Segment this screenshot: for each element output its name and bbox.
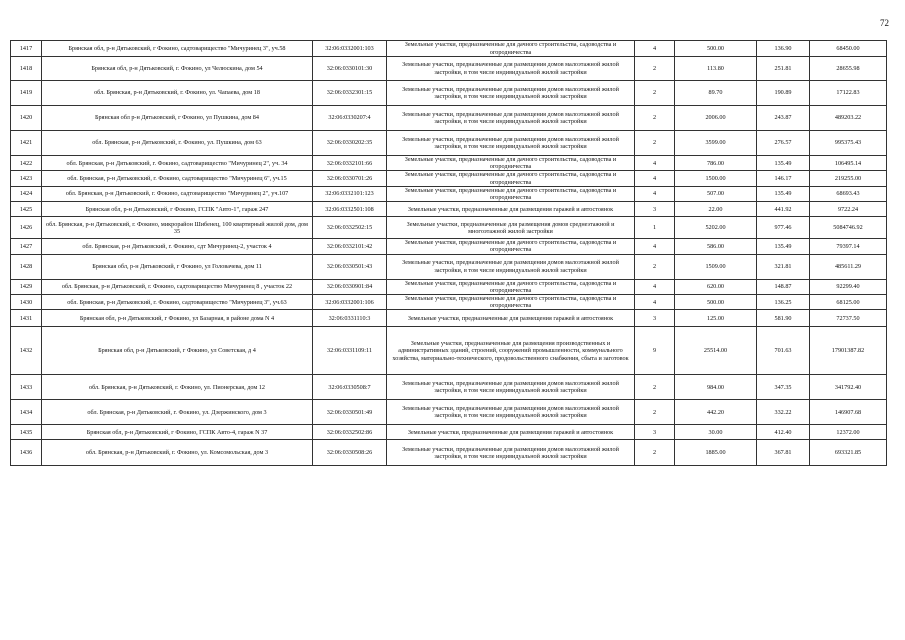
table-row	[11, 425, 887, 440]
row-number: 1433	[11, 375, 42, 400]
table-row	[11, 156, 887, 171]
land-use-category-cell: Земельные участки, предназначенные для дачного строительства, садоводства и огородничества	[387, 279, 635, 294]
specific-value-cell: 441.92	[757, 202, 810, 217]
specific-value-cell: 135.49	[757, 239, 810, 254]
table-row	[11, 400, 887, 425]
cadastral-value-cell: 485611.29	[810, 254, 887, 279]
address-cell: Брянская обл, р-н Дятьковский, г Фокино, ул Базарная, в районе дома N 4	[42, 310, 313, 327]
cadastral-value-cell: 693321.85	[810, 440, 887, 466]
row-number: 1432	[11, 327, 42, 375]
cadastral-value-cell: 5084746.92	[810, 217, 887, 239]
area-cell: 586.00	[675, 239, 757, 254]
address-cell: Брянская обл, р-н Дятьковский, г. Фокино, ул Челюскина, дом 54	[42, 57, 313, 81]
specific-value-cell: 367.81	[757, 440, 810, 466]
table-row	[11, 279, 887, 294]
address-cell: Брянская обл, р-н Дятьковский, г Фокино, ул Советская, д 4	[42, 327, 313, 375]
table-row	[11, 106, 887, 131]
row-number: 1421	[11, 131, 42, 156]
address-cell: обл. Брянская, р-н Дятьковский, г. Фокино, садтоварищество "Мичуринец 2", уч. 34	[42, 156, 313, 171]
land-use-category-cell: Земельные участки, предназначенные для дачного строительства, садоводства и огородничества	[387, 171, 635, 186]
land-use-category-cell: Земельные участки, предназначенные для размещения гаражей и автостоянок	[387, 310, 635, 327]
address-cell: обл. Брянская, р-н Дятьковский, г. Фокино, садтоварищество "Мичуринец 3", уч.63	[42, 295, 313, 310]
cadastral-value-cell: 12372.00	[810, 425, 887, 440]
cadastral-value-cell: 106495.14	[810, 156, 887, 171]
row-number: 1418	[11, 57, 42, 81]
land-use-category-cell: Земельные участки, предназначенные для дачного строительства, садоводства и огородничества	[387, 295, 635, 310]
land-use-category-cell: Земельные участки, предназначенные для размещения домов малоэтажной жилой застройки, в том числе индивидуальной жилой застройки	[387, 375, 635, 400]
table-row	[11, 131, 887, 156]
area-cell: 620.00	[675, 279, 757, 294]
land-use-category-cell: Земельные участки, предназначенные для размещения производственных и административных зданий, строений, сооружений промышленности, коммунального хозяйства, материально-технического, продовольственного снабжения, сбыта и заготовок	[387, 327, 635, 375]
group-cell: 4	[635, 239, 675, 254]
specific-value-cell: 321.81	[757, 254, 810, 279]
specific-value-cell: 135.49	[757, 156, 810, 171]
group-cell: 3	[635, 202, 675, 217]
land-use-category-cell: Земельные участки, предназначенные для размещения гаражей и автостоянок	[387, 202, 635, 217]
table-row	[11, 57, 887, 81]
address-cell: обл. Брянская, р-н Дятьковский, г. Фокино, ул. Комсомольская, дом 3	[42, 440, 313, 466]
table-row	[11, 375, 887, 400]
cadastral-value-cell: 341792.40	[810, 375, 887, 400]
cadastral-value-cell: 17901387.82	[810, 327, 887, 375]
area-cell: 125.00	[675, 310, 757, 327]
specific-value-cell: 190.89	[757, 81, 810, 106]
area-cell: 22.00	[675, 202, 757, 217]
land-use-category-cell: Земельные участки, предназначенные для размещения домов малоэтажной жилой застройки, в том числе индивидуальной жилой застройки	[387, 57, 635, 81]
area-cell: 89.70	[675, 81, 757, 106]
row-number: 1420	[11, 106, 42, 131]
address-cell: Брянская обл, р-н Дятьковский, г Фокино, садтоварищество "Мичуринец 3", уч.58	[42, 41, 313, 57]
specific-value-cell: 581.90	[757, 310, 810, 327]
land-use-category-cell: Земельные участки, предназначенные для размещения домов малоэтажной жилой застройки, в том числе индивидуальной жилой застройки	[387, 131, 635, 156]
group-cell: 2	[635, 131, 675, 156]
cadastral-value-cell: 219255.00	[810, 171, 887, 186]
land-use-category-cell: Земельные участки, предназначенные для размещения домов малоэтажной жилой застройки, в том числе индивидуальной жилой застройки	[387, 81, 635, 106]
specific-value-cell: 136.90	[757, 41, 810, 57]
address-cell: Брянская обл, р-н Дятьковский, г Фокино, ГСПК Авто-4, гараж N 37	[42, 425, 313, 440]
address-cell: обл. Брянская, р-н Дятьковский, г. Фокино, садтоварищество "Мичуринец 6", уч.15	[42, 171, 313, 186]
address-cell: Брянская обл р-н Дятьковский, г Фокино, ул Пушкина, дом 84	[42, 106, 313, 131]
cadastral-number-cell: 32:06:0330508:26	[313, 440, 387, 466]
table-row	[11, 440, 887, 466]
row-number: 1434	[11, 400, 42, 425]
group-cell: 1	[635, 217, 675, 239]
address-cell: обл. Брянская, р-н Дятьковский, г. Фокино, микрорайон Шибенец, 100 квартирный жилой дом, дом 35	[42, 217, 313, 239]
cadastral-number-cell: 32:06:0330501:49	[313, 400, 387, 425]
area-cell: 500.00	[675, 295, 757, 310]
table-row	[11, 327, 887, 375]
group-cell: 3	[635, 310, 675, 327]
cadastral-number-cell: 32:06:0332502:86	[313, 425, 387, 440]
area-cell: 2006.00	[675, 106, 757, 131]
area-cell: 507.00	[675, 186, 757, 201]
address-cell: обл. Брянская, р-н Дятьковский, г. Фокино, сдт Мичуринец-2, участок 4	[42, 239, 313, 254]
area-cell: 5202.00	[675, 217, 757, 239]
table-row	[11, 254, 887, 279]
row-number: 1428	[11, 254, 42, 279]
group-cell: 2	[635, 375, 675, 400]
row-number: 1425	[11, 202, 42, 217]
cadastral-value-cell: 72737.50	[810, 310, 887, 327]
address-cell: обл. Брянская, р-н Дятьковский, г. Фокино, ул. Чапаева, дом 18	[42, 81, 313, 106]
cadastral-value-cell: 995375.43	[810, 131, 887, 156]
cadastral-number-cell: 32:06:0330508:7	[313, 375, 387, 400]
cadastral-number-cell: 32:06:0332001:103	[313, 41, 387, 57]
table-row	[11, 186, 887, 201]
cadastral-number-cell: 32:06:0331110:3	[313, 310, 387, 327]
land-use-category-cell: Земельные участки, предназначенные для дачного строительства, садоводства и огородничества	[387, 239, 635, 254]
cadastral-number-cell: 32:06:0332101:123	[313, 186, 387, 201]
cadastral-value-cell: 79397.14	[810, 239, 887, 254]
specific-value-cell: 332.22	[757, 400, 810, 425]
table-row	[11, 41, 887, 57]
cadastral-number-cell: 32:06:0330501:43	[313, 254, 387, 279]
page-number: 72	[880, 18, 889, 28]
cadastral-value-cell: 92299.40	[810, 279, 887, 294]
cadastral-number-cell: 32:06:0332101:66	[313, 156, 387, 171]
row-number: 1426	[11, 217, 42, 239]
address-cell: обл. Брянская, р-н Дятьковский, г. Фокино, ул. Пушкина, дом 63	[42, 131, 313, 156]
area-cell: 1509.00	[675, 254, 757, 279]
table-row	[11, 239, 887, 254]
address-cell: обл. Брянская, р-н Дятьковский, г. Фокино, ул. Дзержинского, дом 3	[42, 400, 313, 425]
row-number: 1430	[11, 295, 42, 310]
area-cell: 25514.00	[675, 327, 757, 375]
address-cell: Брянская обл, р-н Дятьковский, г Фокино, ГСПК "Авто-1", гараж 247	[42, 202, 313, 217]
cadastral-number-cell: 32:06:0332501:108	[313, 202, 387, 217]
land-use-category-cell: Земельные участки, предназначенные для размещения домов малоэтажной жилой застройки, в том числе индивидуальной жилой застройки	[387, 400, 635, 425]
cadastral-value-cell: 68450.00	[810, 41, 887, 57]
cadastral-number-cell: 32:06:0330901:84	[313, 279, 387, 294]
area-cell: 1885.00	[675, 440, 757, 466]
address-cell: обл. Брянская, р-н Дятьковский, г. Фокино, садтоварищество Мичуринец 8 , участок 22	[42, 279, 313, 294]
area-cell: 442.20	[675, 400, 757, 425]
area-cell: 30.00	[675, 425, 757, 440]
address-cell: обл. Брянская, р-н Дятьковский, г. Фокино, ул. Пионерская, дом 12	[42, 375, 313, 400]
specific-value-cell: 251.81	[757, 57, 810, 81]
row-number: 1427	[11, 239, 42, 254]
cadastral-number-cell: 32:06:0331109:11	[313, 327, 387, 375]
table-row	[11, 81, 887, 106]
specific-value-cell: 347.35	[757, 375, 810, 400]
group-cell: 2	[635, 57, 675, 81]
cadastral-value-cell: 17122.83	[810, 81, 887, 106]
specific-value-cell: 146.17	[757, 171, 810, 186]
specific-value-cell: 977.46	[757, 217, 810, 239]
table-row	[11, 171, 887, 186]
cadastral-value-cell: 68125.00	[810, 295, 887, 310]
row-number: 1423	[11, 171, 42, 186]
table-row	[11, 310, 887, 327]
specific-value-cell: 276.57	[757, 131, 810, 156]
specific-value-cell: 135.49	[757, 186, 810, 201]
land-use-category-cell: Земельные участки, предназначенные для размещения домов малоэтажной жилой застройки, в том числе индивидуальной жилой застройки	[387, 106, 635, 131]
group-cell: 4	[635, 186, 675, 201]
group-cell: 4	[635, 295, 675, 310]
row-number: 1431	[11, 310, 42, 327]
cadastral-number-cell: 32:06:0330202:35	[313, 131, 387, 156]
group-cell: 3	[635, 425, 675, 440]
cadastral-number-cell: 32:06:0330207:4	[313, 106, 387, 131]
row-number: 1417	[11, 41, 42, 57]
land-use-category-cell: Земельные участки, предназначенные для дачного строительства, садоводства и огородничества	[387, 186, 635, 201]
group-cell: 2	[635, 400, 675, 425]
table-row	[11, 217, 887, 239]
group-cell: 4	[635, 171, 675, 186]
area-cell: 3599.00	[675, 131, 757, 156]
specific-value-cell: 412.40	[757, 425, 810, 440]
cadastral-number-cell: 32:06:0332301:15	[313, 81, 387, 106]
row-number: 1424	[11, 186, 42, 201]
area-cell: 1500.00	[675, 171, 757, 186]
group-cell: 2	[635, 254, 675, 279]
row-number: 1435	[11, 425, 42, 440]
group-cell: 2	[635, 106, 675, 131]
row-number: 1429	[11, 279, 42, 294]
land-use-category-cell: Земельные участки, предназначенные для дачного строительства, садоводства и огородничества	[387, 41, 635, 57]
land-use-category-cell: Земельные участки, предназначенные для размещения домов малоэтажной жилой застройки, в том числе индивидуальной жилой застройки	[387, 440, 635, 466]
table-row	[11, 295, 887, 310]
land-use-category-cell: Земельные участки, предназначенные для размещения гаражей и автостоянок	[387, 425, 635, 440]
group-cell: 4	[635, 156, 675, 171]
group-cell: 9	[635, 327, 675, 375]
specific-value-cell: 148.87	[757, 279, 810, 294]
address-cell: обл. Брянская, р-н Дятьковский, г. Фокино, садтоварищество "Мичуринец 2", уч.107	[42, 186, 313, 201]
cadastral-value-cell: 146907.68	[810, 400, 887, 425]
land-valuation-table	[10, 40, 887, 466]
cadastral-number-cell: 32:06:0330101:30	[313, 57, 387, 81]
group-cell: 4	[635, 41, 675, 57]
cadastral-number-cell: 32:06:0332001:106	[313, 295, 387, 310]
row-number: 1419	[11, 81, 42, 106]
row-number: 1436	[11, 440, 42, 466]
row-number: 1422	[11, 156, 42, 171]
cadastral-value-cell: 68693.43	[810, 186, 887, 201]
address-cell: Брянская обл, р-н Дятьковский, г Фокино, ул Головачева, дом 11	[42, 254, 313, 279]
table-body	[11, 41, 887, 466]
area-cell: 500.00	[675, 41, 757, 57]
specific-value-cell: 701.63	[757, 327, 810, 375]
area-cell: 984.00	[675, 375, 757, 400]
group-cell: 2	[635, 81, 675, 106]
land-use-category-cell: Земельные участки, предназначенные для дачного строительства, садоводства и огородничества	[387, 156, 635, 171]
cadastral-number-cell: 32:06:0332502:15	[313, 217, 387, 239]
group-cell: 2	[635, 440, 675, 466]
land-use-category-cell: Земельные участки, предназначенные для размещения домов малоэтажной жилой застройки, в том числе индивидуальной жилой застройки	[387, 254, 635, 279]
specific-value-cell: 136.25	[757, 295, 810, 310]
cadastral-value-cell: 489203.22	[810, 106, 887, 131]
area-cell: 786.00	[675, 156, 757, 171]
land-use-category-cell: Земельные участки, предназначенные для размещения домов среднеэтажной и многоэтажной жилой застройки	[387, 217, 635, 239]
cadastral-number-cell: 32:06:0332101:42	[313, 239, 387, 254]
cadastral-number-cell: 32:06:0330701:26	[313, 171, 387, 186]
cadastral-value-cell: 9722.24	[810, 202, 887, 217]
area-cell: 113.80	[675, 57, 757, 81]
table-row	[11, 202, 887, 217]
specific-value-cell: 243.87	[757, 106, 810, 131]
group-cell: 4	[635, 279, 675, 294]
cadastral-value-cell: 28655.98	[810, 57, 887, 81]
